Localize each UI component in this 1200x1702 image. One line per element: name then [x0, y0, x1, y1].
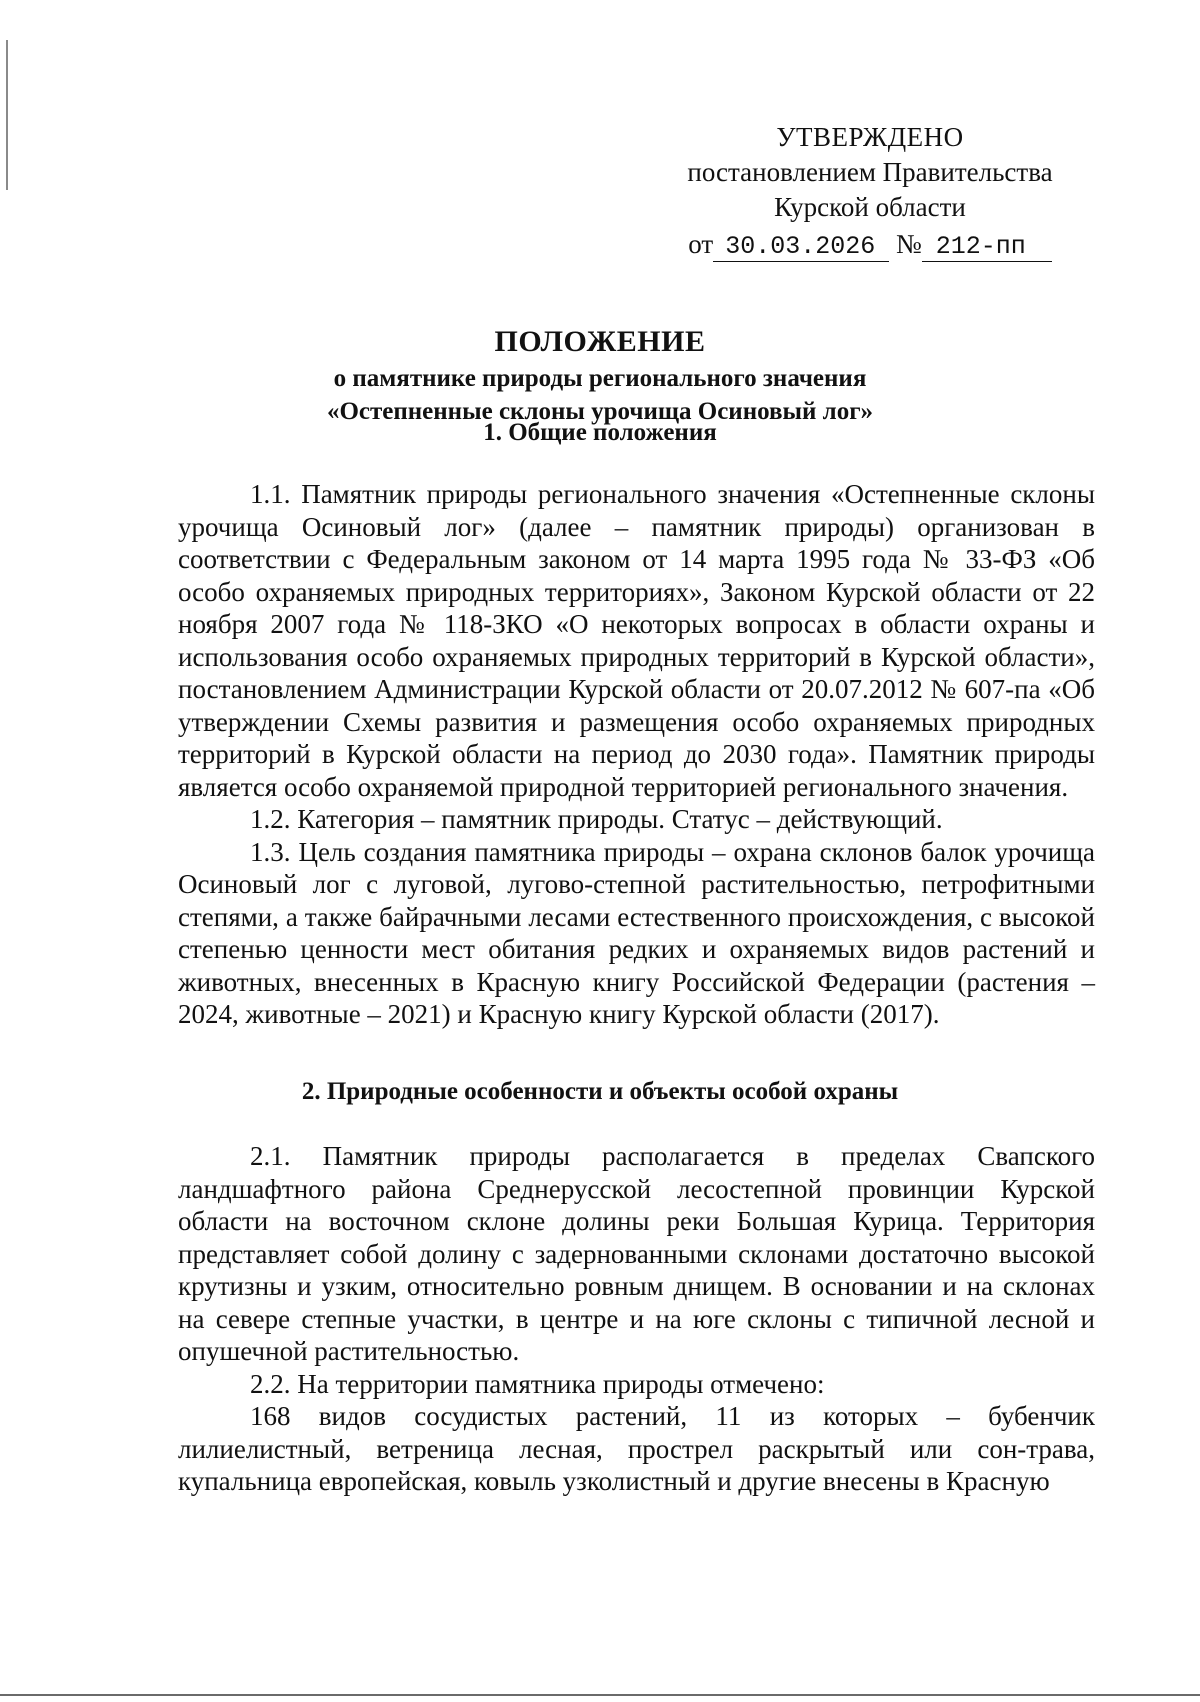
paragraph-1-3: 1.3. Цель создания памятника природы – охрана склонов балок урочища Осиновый лог с луговой, лугово-степной растительностью, петрофитными степями, а также байрачными лесами естественного происхождения, с высокой степенью ценности мест обитания редких и охраняемых видов растений и животных, внесенных в Красную книгу Российской Федерации (растения – 2024, животные – 2021) и Красную книгу Курской области (2017). [178, 836, 1095, 1029]
date-prefix: от [688, 229, 714, 259]
date-value: 30.03.2026 [713, 232, 889, 262]
approval-block [660, 120, 1080, 264]
document-title: ПОЛОЖЕНИЕ [494, 325, 706, 358]
section-1-heading: 1. Общие положения [483, 419, 717, 446]
scan-edge-mark [6, 40, 8, 190]
scan-bottom-line [0, 1694, 1200, 1696]
paragraph-2-2: 2.2. На территории памятника природы отмечено: [250, 1368, 825, 1399]
paragraph-1-2: 1.2. Категория – памятник природы. Статус – действующий. [250, 804, 943, 834]
number-sign: № [895, 229, 922, 259]
section-2-heading: 2. Природные особенности и объекты особой охраны [301, 1078, 899, 1105]
approval-title: УТВЕРЖДЕНО [776, 122, 964, 152]
section-1-body [178, 478, 1095, 1031]
approval-line-2: Курской области [774, 192, 966, 222]
document-subtitle-2: «Остепненные склоны урочища Осиновый лог» [326, 398, 874, 425]
approval-line-1: постановлением Правительства [687, 157, 1053, 187]
paragraph-2-1: 2.1. Памятник природы располагается в пределах Свапского ландшафтного района Среднерусской лесостепной провинции Курской области на восточном склоне долины реки Большая Курица. Территория представляет собой долину с задернованными склонами достаточно высокой крутизны и узким, относительно ровным днищем. В основании и на склонах на севере степные участки, в центре и на юге склоны с типичной лесной и опушечной растительностью. [178, 1141, 1095, 1366]
document-title-block [0, 322, 1200, 428]
section-2-body [178, 1140, 1095, 1498]
document-subtitle-1: о памятнике природы регионального значения [333, 365, 867, 392]
approval-date-line [688, 227, 1052, 264]
number-value: 212-пп [922, 232, 1052, 262]
paragraph-1-1: 1.1. Памятник природы регионального значения «Остепненные склоны урочища Осиновый лог» (далее – памятник природы) организован в соответствии с Федеральным законом от 14 марта 1995 года № 33-ФЗ «Об особо охраняемых природных территориях», Законом Курской области от 22 ноября 2007 года № 118-ЗКО «О некоторых вопросах в области охраны и использования особо охраняемых природных территорий в Курской области», постановлением Администрации Курской области от 20.07.2012 № 607-па «Об утверждении Схемы развития и размещения особо охраняемых природных территорий в Курской области на период до 2030 года». Памятник природы является особо охраняемой природной территорией регионального значения. [178, 479, 1095, 802]
paragraph-2-3: 168 видов сосудистых растений, 11 из которых – бубенчик лилиелистный, ветреница лесная, прострел раскрытый или сон-трава, купальница европейская, ковыль узколистный и другие внесены в Красную [178, 1401, 1095, 1496]
